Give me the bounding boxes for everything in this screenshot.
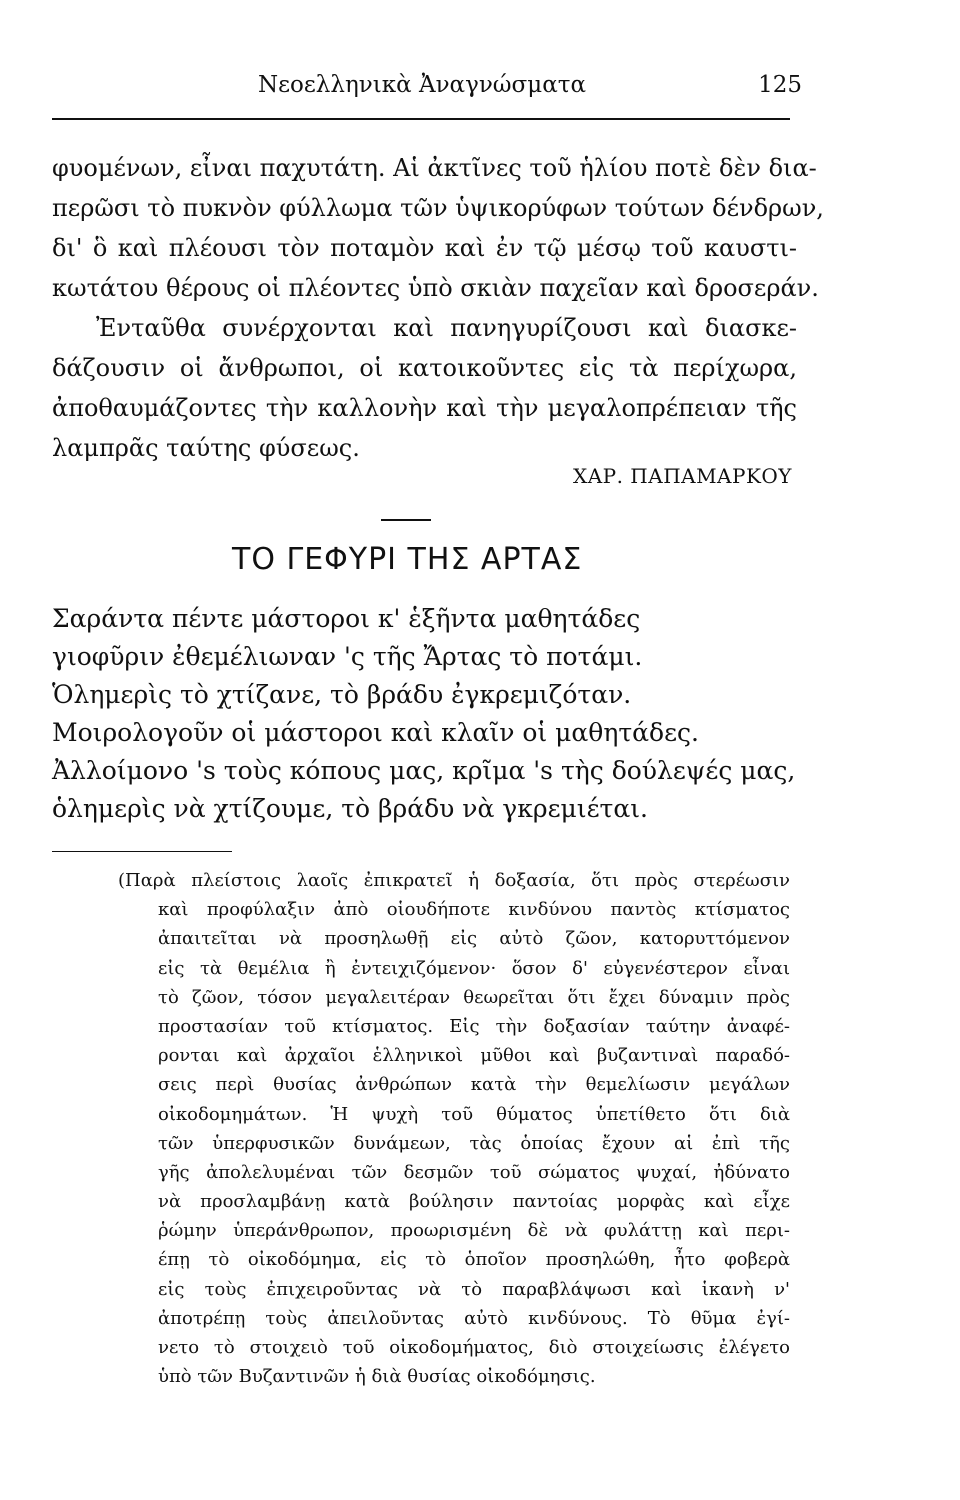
footnote-line: ἀπαιτεῖται νὰ προσηλωθῇ εἰς αὐτὸ ζῶον, κατορυττόμενον — [158, 928, 790, 950]
footnote-line: ρονται καὶ ἀρχαῖοι ἑλληνικοὶ μῦθοι καὶ βυζαντιναὶ παραδό- — [158, 1045, 790, 1067]
poem-verse: Μοιρολογοῦν οἱ μάστοροι καὶ κλαῖν οἱ μαθητάδες. — [52, 718, 699, 747]
footnote-line: γῆς ἀπολελυμέναι τῶν δεσμῶν τοῦ σώματος ψυχαί, ἠδύνατο — [158, 1161, 790, 1183]
poem-verses — [52, 600, 812, 828]
prose-line: κωτάτου θέρους οἱ πλέοντες ὑπὸ σκιὰν παχεῖαν καὶ δροσεράν. — [52, 274, 819, 302]
footnote-line: νετο τὸ στοιχειὸ τοῦ οἰκοδομήματος, διὸ στοιχείωσις ἐλέγετο — [158, 1337, 790, 1358]
header-rule — [52, 118, 790, 120]
footnote-line: ἀποτρέπῃ τοὺς ἀπειλοῦντας αὐτὸ κινδύνους. Τὸ θῦμα ἐγί- — [158, 1307, 790, 1329]
footnote-line: ῥώμην ὑπεράνθρωπον, προωρισμένη δὲ νὰ φυλάττῃ καὶ περι- — [158, 1220, 790, 1242]
prose-line: περῶσι τὸ πυκνὸν φύλλωμα τῶν ὑψικορύφων τούτων δένδρων, — [52, 194, 824, 222]
footnote-line: οἰκοδομημάτων. Ἡ ψυχὴ τοῦ θύματος ὑπετίθετο ὅτι διὰ — [158, 1103, 790, 1125]
footnote-line: προστασίαν τοῦ κτίσματος. Εἰς τὴν δοξασίαν ταύτην ἀναφέ- — [158, 1015, 790, 1037]
prose-line: ἀποθαυμάζοντες τὴν καλλονὴν καὶ τὴν μεγαλοπρέπειαν τῆς — [52, 394, 797, 422]
footnote-line: (Παρὰ πλείστοις λαοῖς ἐπικρατεῖ ἡ δοξασία, ὅτι πρὸς στερέωσιν — [118, 870, 790, 891]
poem-verse: Ἀλλοίμονο 's τοὺς κόπους μας, κρῖμα 's τὴς δούλεψές μας, — [52, 756, 796, 785]
poem-verse: ὁλημερὶς νὰ χτίζουμε, τὸ βράδυ νὰ γκρεμιέται. — [52, 794, 648, 823]
prose-line: λαμπρᾶς ταύτης φύσεως. — [52, 434, 360, 462]
footnote-line: τὸ ζῶον, τόσον μεγαλειτέραν θεωρεῖται ὅτι ἔχει δύναμιν πρὸς — [158, 986, 790, 1008]
footnote — [118, 866, 790, 1391]
prose-passage — [52, 148, 824, 468]
footnote-line: έπῃ τὸ οἰκοδόμημα, εἰς τὸ ὁποῖον προσηλώθη, ἦτο φοβερὰ — [158, 1249, 790, 1271]
running-title: Νεοελληνικὰ Ἀναγνώσματα — [258, 72, 586, 98]
author-signature: ΧΑΡ. ΠΑΠΑΜΑΡΚΟΥ — [572, 464, 792, 488]
running-head — [52, 72, 802, 108]
footnote-line: τῶν ὑπερφυσικῶν δυνάμεων, τὰς ὁποίας ἔχουν αἱ ἐπὶ τῆς — [158, 1132, 790, 1154]
page-number: 125 — [758, 72, 802, 98]
footnote-line: εἰς τὰ θεμέλια ἢ ἐντειχιζόμενον· ὅσον δ' εὐγενέστερον εἶναι — [158, 957, 790, 979]
footnote-line: νὰ προσλαμβάνῃ κατὰ βούλησιν παντοίας μορφὰς καὶ εἶχε — [158, 1191, 790, 1213]
poem-verse: Ὁλημερὶς τὸ χτίζανε, τὸ βράδυ ἐγκρεμιζόταν. — [52, 680, 632, 709]
prose-line: φυομένων, εἶναι παχυτάτη. Αἱ ἀκτῖνες τοῦ ἡλίου ποτὲ δὲν δια- — [52, 154, 817, 182]
section-divider — [381, 519, 431, 521]
prose-line: Ἐνταῦθα συνέρχονται καὶ πανηγυρίζουσι καὶ διασκε- — [96, 314, 797, 342]
prose-line: δι' ὃ καὶ πλέουσι τὸν ποταμὸν καὶ ἐν τῷ μέσῳ τοῦ καυστι- — [52, 234, 797, 262]
footnote-line: σεις περὶ θυσίας ἀνθρώπων κατὰ τὴν θεμελίωσιν μεγάλων — [158, 1074, 790, 1096]
footnote-line: καὶ προφύλαξιν ἀπὸ οἱουδήποτε κινδύνου παντὸς κτίσματος — [158, 899, 790, 921]
poem-verse: Σαράντα πέντε μάστοροι κ' ἑξῆντα μαθητάδες — [52, 604, 641, 633]
poem-title: ΤΟ ΓΕΦΥΡΙ ΤΗΣ ΑΡΤΑΣ — [232, 542, 583, 577]
footnote-rule — [52, 851, 232, 852]
prose-line: δάζουσιν οἱ ἄνθρωποι, οἱ κατοικοῦντες εἰς τὰ περίχωρα, — [52, 354, 797, 382]
poem-verse: γιοφῦριν ἐθεμέλιωναν 'ς τῆς Ἄρτας τὸ ποτάμι. — [52, 642, 643, 671]
footnote-line: εἰς τοὺς ἐπιχειροῦντας νὰ τὸ παραβλάψωσι καὶ ἱκανὴ ν' — [158, 1278, 790, 1300]
footnote-line: ὑπὸ τῶν Βυζαντινῶν ἡ διὰ θυσίας οἰκοδόμησις. — [158, 1366, 596, 1388]
